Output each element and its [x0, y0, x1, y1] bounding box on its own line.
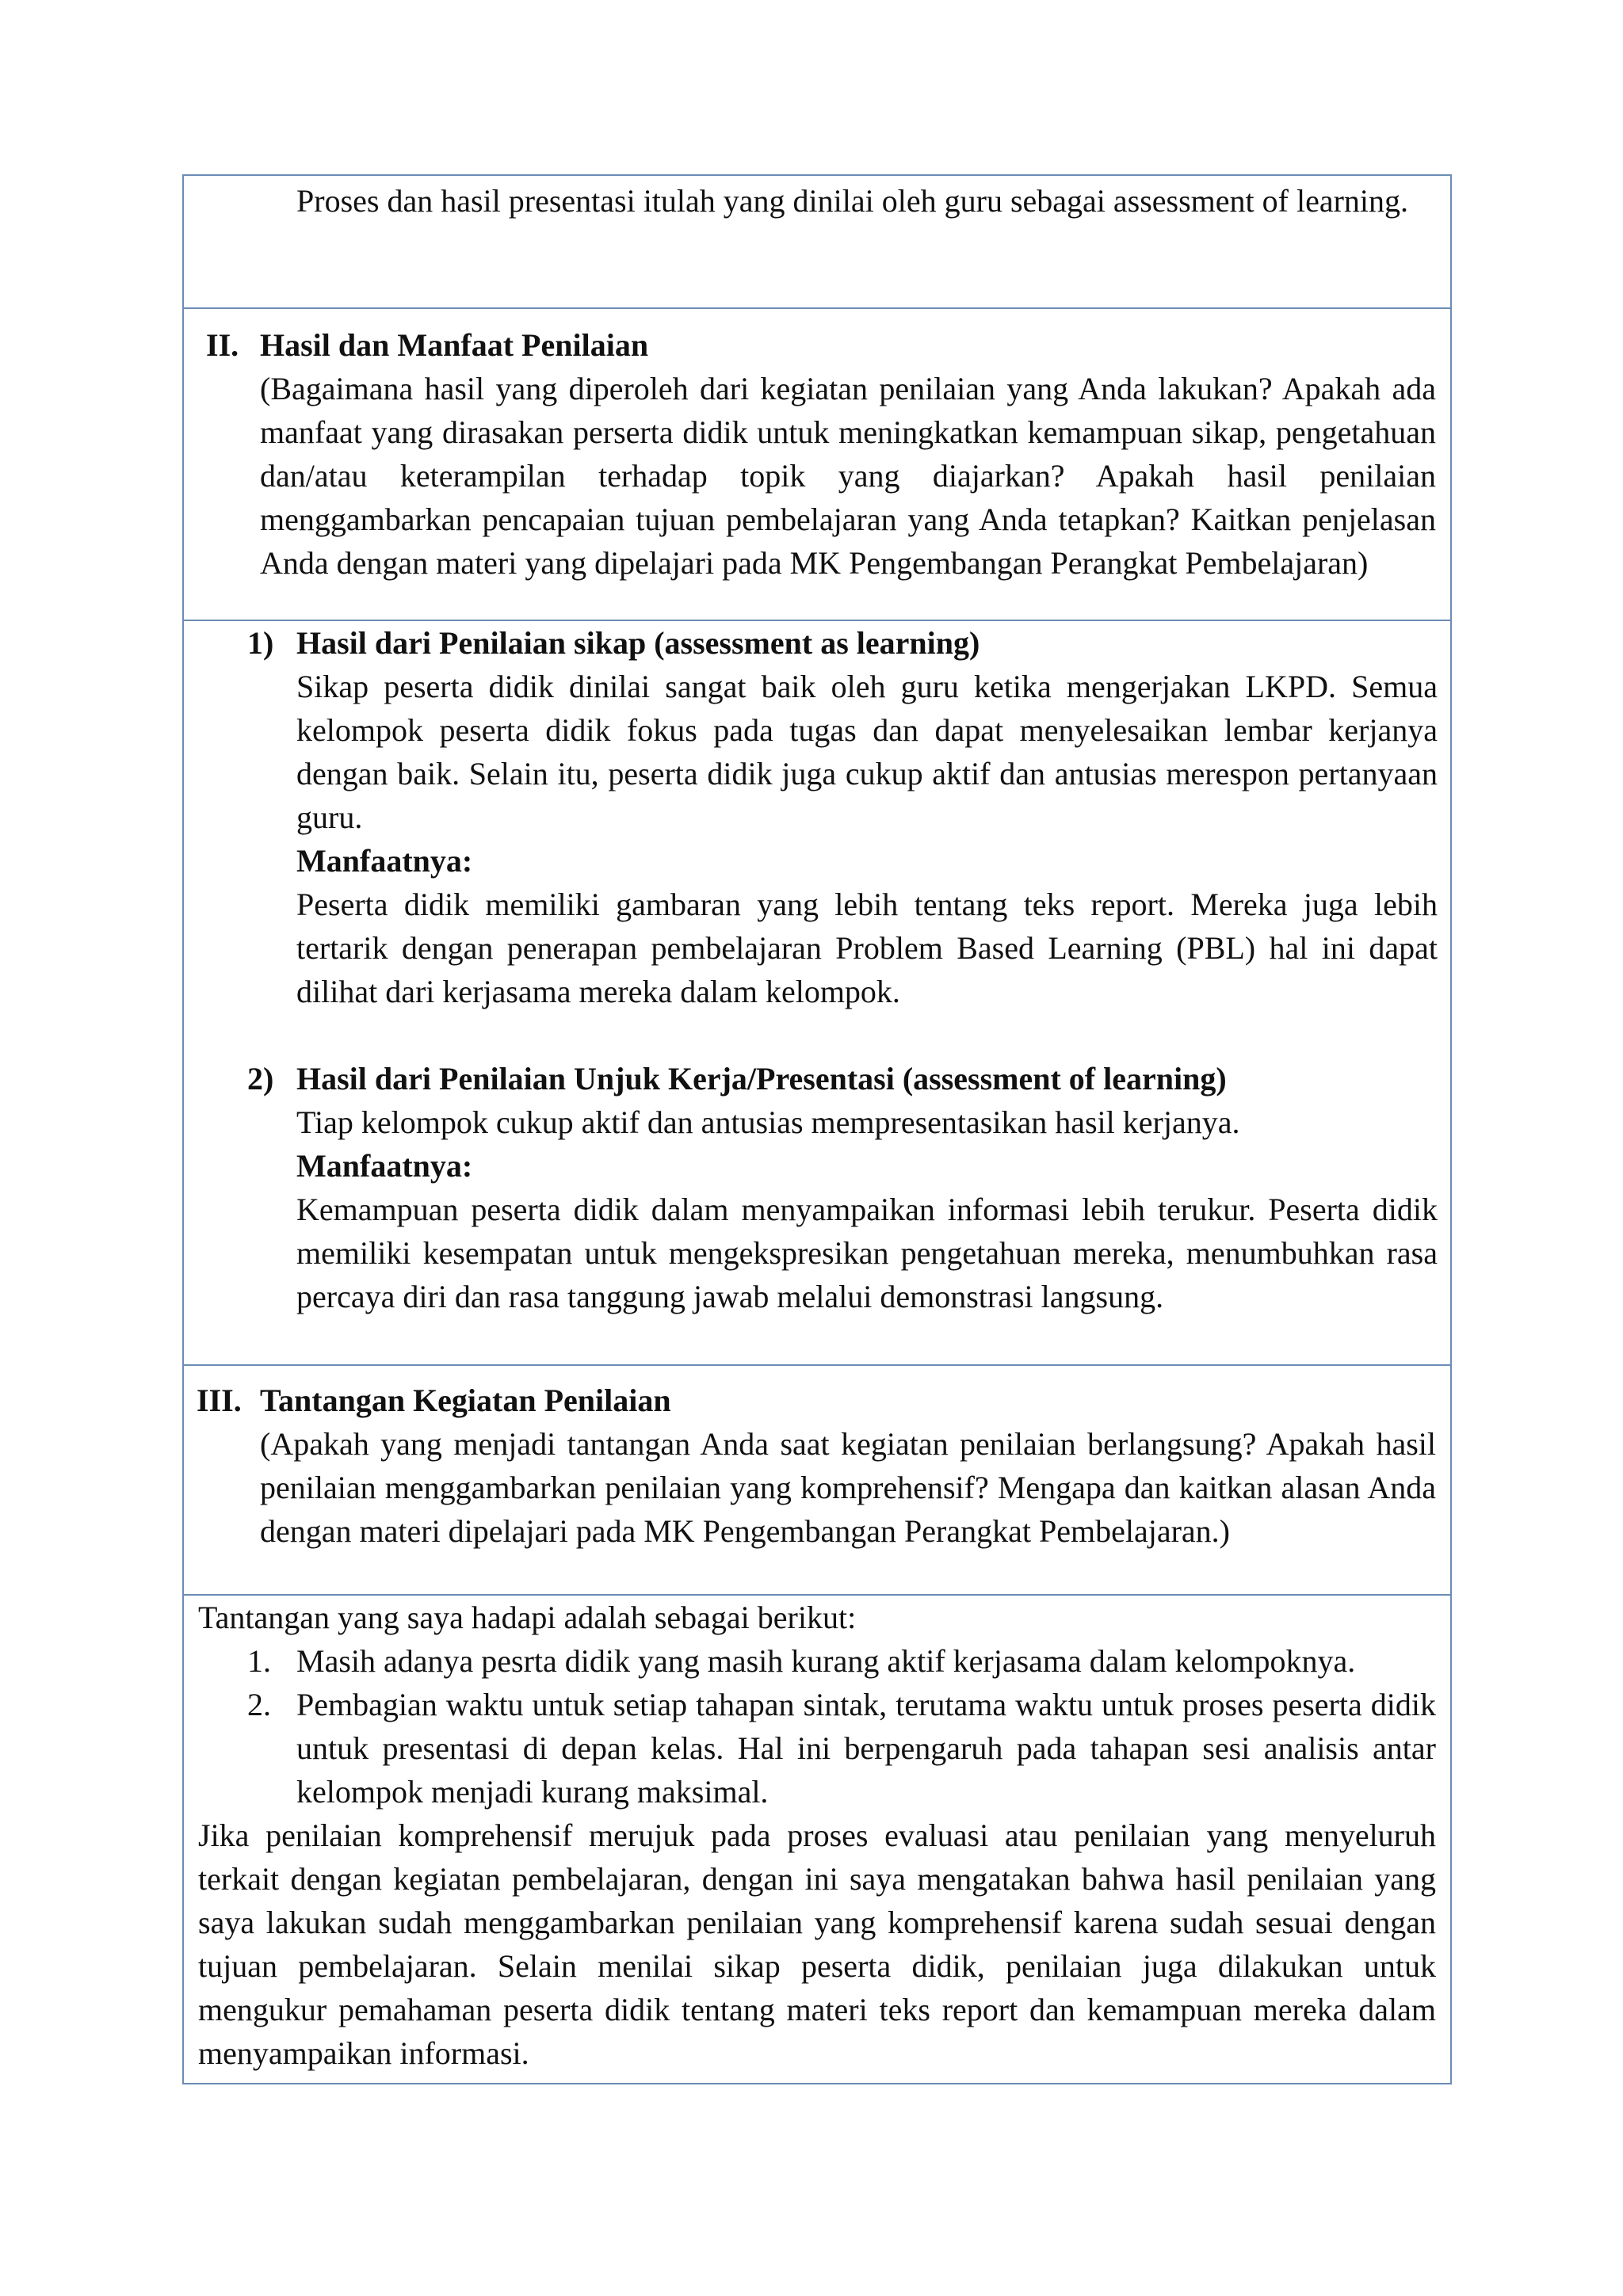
result-item-1-body: Sikap peserta didik dinilai sangat baik oleh guru ketika mengerjakan LKPD. Semua kelompok peserta didik fokus pada tugas dan dapat menyelesaikan lembar kerjanya dengan baik. Selain itu, peserta didik juga cukup aktif dan antusias merespon pertanyaan guru. [296, 669, 1438, 835]
result-item-2-heading [247, 1057, 1438, 1100]
section-2-heading [206, 309, 1436, 367]
challenges-intro: Tantangan yang saya hadapi adalah sebagai berikut: [198, 1600, 857, 1635]
result-item-2-number: 2) [247, 1061, 274, 1097]
presentation-note-text: Proses dan hasil presentasi itulah yang dinilai oleh guru sebagai assessment of learning. [296, 183, 1409, 219]
challenge-item-1-number: 1. [247, 1643, 271, 1679]
result-item-1-number: 1) [247, 625, 274, 661]
section-3-title: Tantangan Kegiatan Penilaian [260, 1383, 671, 1418]
section-2-title: Hasil dan Manfaat Penilaian [260, 327, 649, 363]
section-2-header-cell [184, 309, 1450, 621]
section-3-prompt: (Apakah yang menjadi tantangan Anda saat kegiatan penilaian berlangsung? Apakah hasil penilaian menggambarkan penilaian yang komprehensif? Mengapa dan kaitkan alasan Anda dengan materi dipelajari pada MK Pengembangan Perangkat Pembelajaran.) [260, 1426, 1436, 1549]
result-item-1 [247, 621, 1438, 1013]
challenge-item-2-number: 2. [247, 1687, 271, 1722]
presentation-note-cell [184, 176, 1450, 309]
result-item-2-title: Hasil dari Penilaian Unjuk Kerja/Presentasi (assessment of learning) [296, 1061, 1227, 1097]
challenge-item-2 [198, 1683, 1436, 1814]
section-3-header-cell [184, 1366, 1450, 1596]
section-3-numeral: III. [197, 1383, 242, 1418]
result-item-2 [247, 1013, 1438, 1318]
challenge-item-1-text: Masih adanya pesrta didik yang masih kurang aktif kerjasama dalam kelompoknya. [296, 1643, 1356, 1679]
result-item-1-heading [247, 621, 1438, 665]
section-3-answer-cell [184, 1596, 1450, 2083]
challenge-item-2-text: Pembagian waktu untuk setiap tahapan sintak, terutama waktu untuk proses peserta didik untuk presentasi di depan kelas. Hal ini berpengaruh pada tahapan sesi analisis antar kelompok menjadi kurang maksimal. [296, 1687, 1436, 1810]
section-2-numeral: II. [206, 327, 239, 363]
result-item-2-benefit: Kemampuan peserta didik dalam menyampaikan informasi lebih terukur. Peserta didik memiliki kesempatan untuk mengekspresikan pengetahuan mereka, menumbuhkan rasa percaya diri dan rasa tanggung jawab melalui demonstrasi langsung. [296, 1192, 1438, 1314]
reflection-table [182, 174, 1452, 2084]
result-item-2-body: Tiap kelompok cukup aktif dan antusias mempresentasikan hasil kerjanya. [296, 1104, 1240, 1140]
section-2-prompt: (Bagaimana hasil yang diperoleh dari kegiatan penilaian yang Anda lakukan? Apakah ada manfaat yang dirasakan perserta didik untuk meningkatkan kemampuan sikap, pengetahuan dan/atau keterampilan terhadap topik yang diajarkan? Apakah hasil penilaian menggambarkan pencapaian tujuan pembelajaran yang Anda tetapkan? Kaitkan penjelasan Anda dengan materi yang dipelajari pada MK Pengembangan Perangkat Pembelajaran) [260, 371, 1436, 581]
challenges-closing: Jika penilaian komprehensif merujuk pada proses evaluasi atau penilaian yang menyeluruh terkait dengan kegiatan pembelajaran, dengan ini saya mengatakan bahwa hasil penilaian yang saya lakukan sudah menggambarkan penilaian yang komprehensif karena sudah sesuai dengan tujuan pembelajaran. Selain menilai sikap peserta didik, penilaian juga dilakukan untuk mengukur pemahaman peserta didik tentang materi teks report dan kemampuan mereka dalam menyampaikan informasi. [198, 1817, 1436, 2071]
section-3-heading [197, 1366, 1436, 1422]
result-item-1-benefit: Peserta didik memiliki gambaran yang lebih tentang teks report. Mereka juga lebih tertarik dengan penerapan pembelajaran Problem Based Learning (PBL) hal ini dapat dilihat dari kerjasama mereka dalam kelompok. [296, 887, 1438, 1009]
challenge-item-1 [198, 1639, 1436, 1683]
result-item-1-benefit-label: Manfaatnya: [296, 843, 473, 879]
result-item-2-benefit-label: Manfaatnya: [296, 1148, 473, 1184]
result-item-1-title: Hasil dari Penilaian sikap (assessment as learning) [296, 625, 980, 661]
section-2-answer-cell [184, 621, 1450, 1366]
